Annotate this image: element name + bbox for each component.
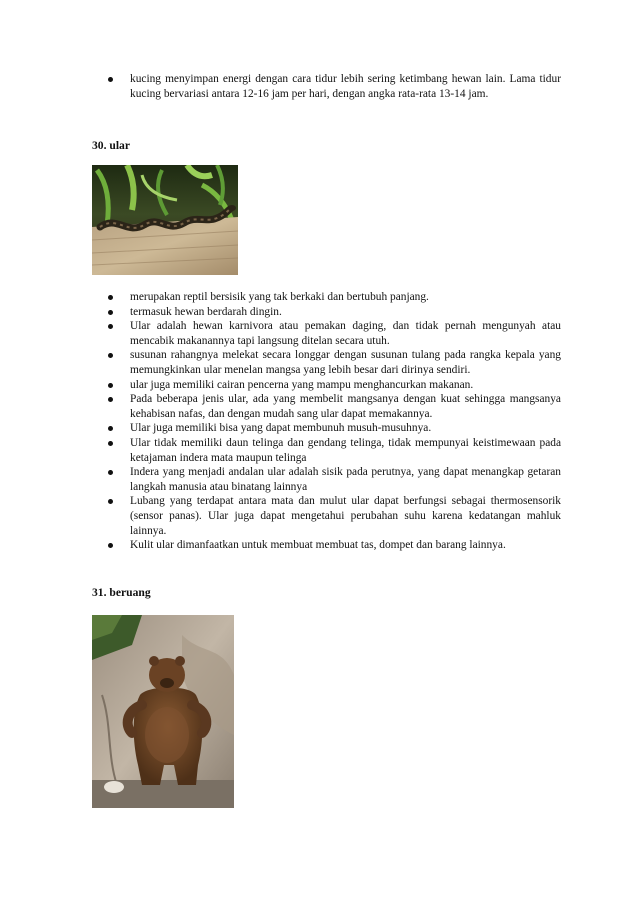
bullet-text: termasuk hewan berdarah dingin. — [130, 305, 282, 318]
bullet-text: Ular tidak memiliki daun telinga dan gendang telinga, tidak mempunyai keistimewaan pada ketajaman indera mata maupun telinga — [130, 436, 561, 464]
section-heading-ular: 30. ular — [92, 139, 131, 152]
bullet-icon — [108, 470, 113, 475]
bullet-text: ular juga memiliki cairan pencerna yang mampu menghancurkan makanan. — [130, 378, 474, 391]
bullet-icon — [108, 441, 113, 446]
list-item — [92, 436, 561, 465]
cat-facts-list — [92, 72, 561, 101]
bullet-text: susunan rahangnya melekat secara longgar dengan susunan tulang pada rangka kepala yang memungkinkan ular menelan mangsa yang lebih besar dari dirinya sendiri. — [130, 349, 561, 376]
section-heading-beruang: 31. beruang — [92, 586, 151, 599]
bullet-icon — [108, 77, 113, 82]
bear-photo — [92, 615, 234, 808]
bullet-text: Ular juga memiliki bisa yang dapat membunuh musuh-musuhnya. — [130, 422, 432, 435]
bullet-icon — [108, 295, 113, 300]
bullet-icon — [108, 543, 113, 548]
bullet-text: Kulit ular dimanfaatkan untuk membuat membuat tas, dompet dan barang lainnya. — [130, 539, 506, 552]
bullet-text: kucing menyimpan energi dengan cara tidur lebih sering ketimbang hewan lain. Lama tidur kucing bervariasi antara 12-16 jam per hari, dengan angka rata-rata 13-14 jam. — [130, 73, 561, 100]
list-item — [92, 392, 561, 421]
bullet-icon — [108, 383, 113, 388]
list-item — [92, 290, 561, 305]
bullet-text: Indera yang menjadi andalan ular adalah sisik pada perutnya, yang dapat menangkap getaran langkah manusia atau binatang lainnya — [130, 466, 561, 493]
list-item — [92, 348, 561, 377]
bullet-icon — [108, 397, 113, 402]
list-item — [92, 305, 561, 320]
bullet-text: merupakan reptil bersisik yang tak berkaki dan bertubuh panjang. — [130, 291, 429, 303]
snake-photo — [92, 165, 238, 275]
bullet-text: Pada beberapa jenis ular, ada yang membelit mangsanya dengan kuat sehingga mangsanya kehabisan nafas, dan dengan mudah sang ular dapat memakannya. — [130, 393, 561, 420]
bullet-icon — [108, 324, 113, 329]
list-item — [92, 465, 561, 494]
list-item — [92, 319, 561, 348]
bullet-icon — [108, 499, 113, 504]
list-item — [92, 421, 561, 436]
bullet-icon — [108, 310, 113, 315]
snake-facts-list — [92, 290, 561, 553]
bullet-text: Ular adalah hewan karnivora atau pemakan daging, dan tidak pernah mengunyah atau mencabik makanannya tapi langsung ditelan secara utuh. — [130, 320, 561, 347]
list-item — [92, 72, 561, 101]
list-item — [92, 378, 561, 393]
list-item — [92, 538, 561, 553]
bullet-icon — [108, 426, 113, 431]
list-item — [92, 494, 561, 538]
bullet-icon — [108, 353, 113, 358]
bullet-text: Lubang yang terdapat antara mata dan mulut ular dapat berfungsi sebagai thermosensorik (sensor panas). Ular juga dapat mengetahui perubahan suhu karena kedatangan mahluk lainnya. — [130, 495, 561, 537]
